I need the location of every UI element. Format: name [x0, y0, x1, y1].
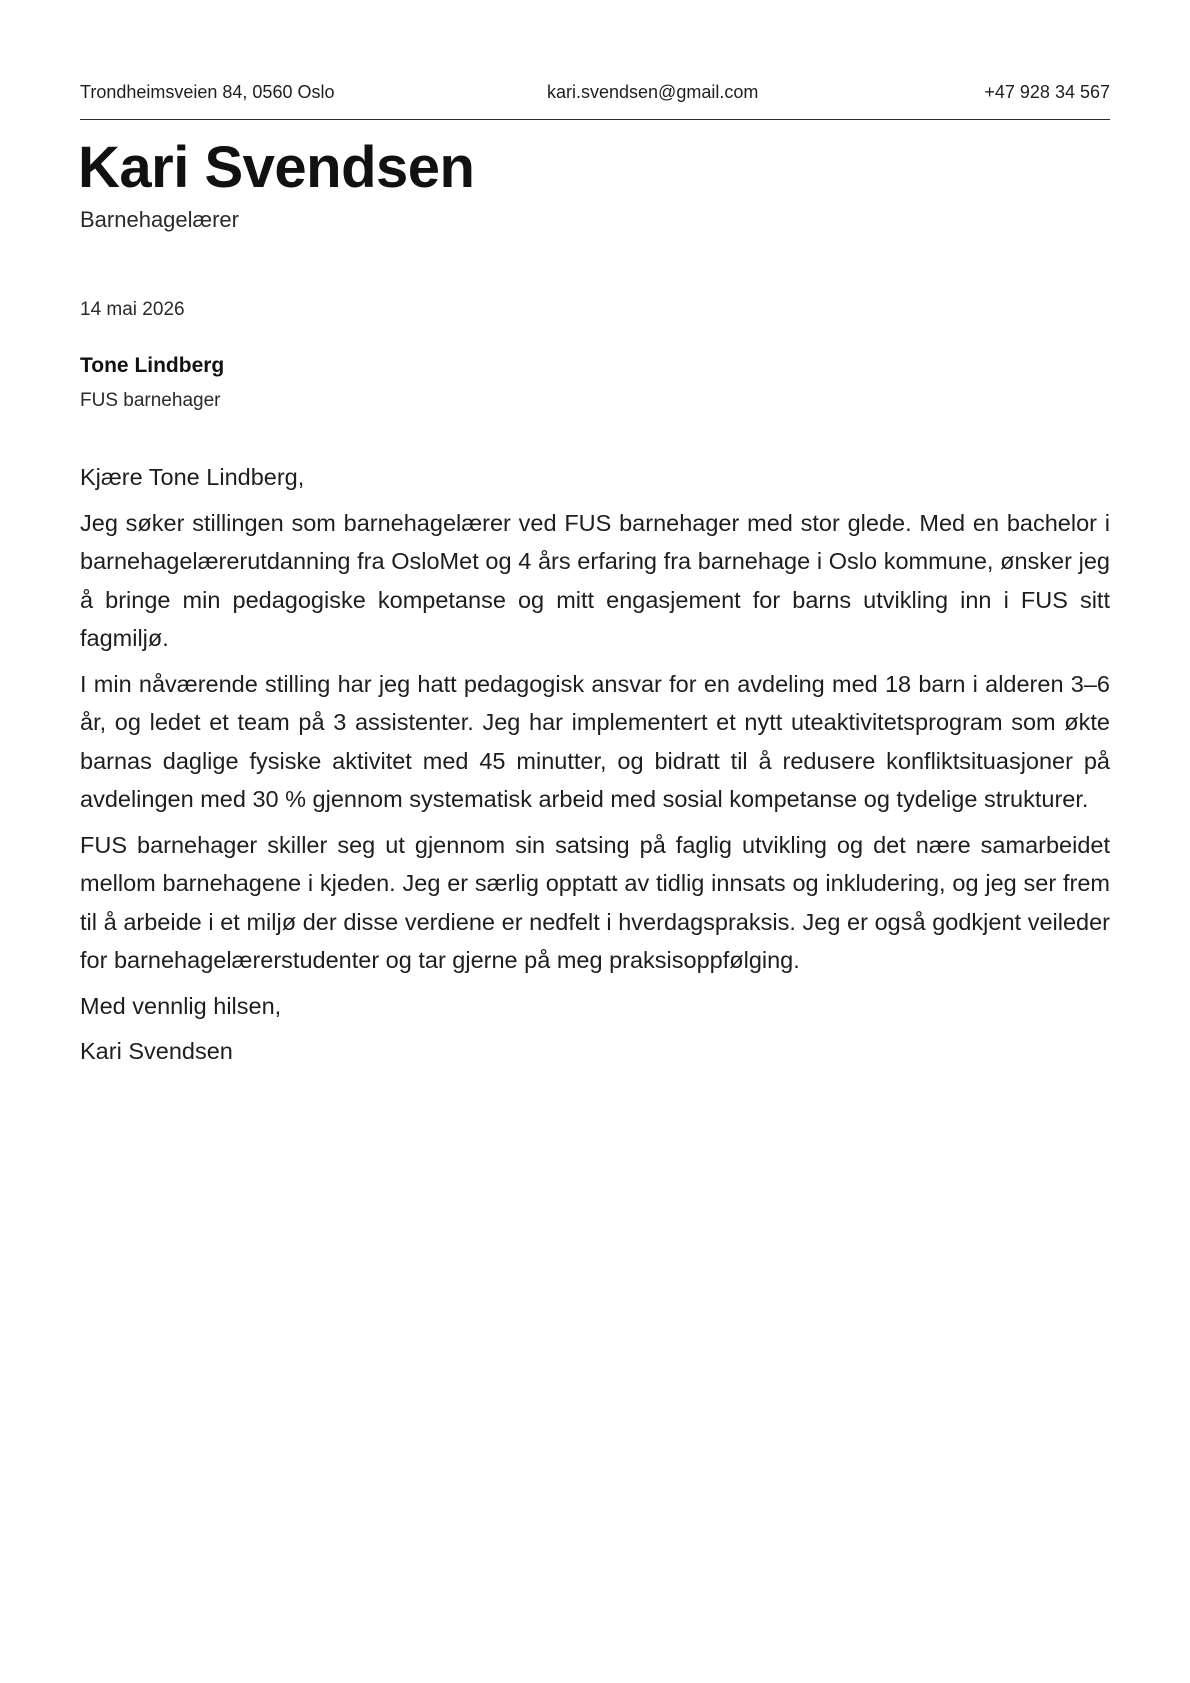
- letter-date: 14 mai 2026: [80, 299, 185, 320]
- letter-paragraph: I min nåværende stilling har jeg hatt pedagogisk ansvar for en avdeling med 18 barn i alderen 3–6 år, og ledet et team på 3 assistenter. Jeg har implementert et nytt uteaktivitetsprogram som økte barnas daglige fysiske aktivitet med 45 minutter, og bidratt til å redusere konfliktsituasjoner på avdelingen med 30 % gjennom systematisk arbeid med sosial kompetanse og tydelige strukturer.: [80, 670, 1110, 812]
- letter-signature: Kari Svendsen: [80, 1038, 233, 1064]
- letter-paragraph: FUS barnehager skiller seg ut gjennom sin satsing på faglig utvikling og det nære samarbeidet mellom barnehagene i kjeden. Jeg er særlig opptatt av tidlig innsats og inkludering, og jeg ser frem til å arbeide i et miljø der disse verdiene er nedfelt i hverdagspraksis. Jeg er også godkjent veileder for barnehagelærerstudenter og tar gjerne på meg praksisoppfølging.: [80, 831, 1110, 973]
- contact-email: kari.svendsen@gmail.com: [547, 81, 759, 102]
- recipient-organization: FUS barnehager: [80, 390, 221, 411]
- contact-phone: +47 928 34 567: [984, 81, 1110, 102]
- contact-address: Trondheimsveien 84, 0560 Oslo: [80, 81, 335, 102]
- letter-closing: Med vennlig hilsen,: [80, 992, 282, 1019]
- contact-bar: [80, 80, 1110, 104]
- header-divider: [80, 119, 1110, 120]
- recipient-name: Tone Lindberg: [80, 354, 225, 377]
- letter-paragraph: Jeg søker stillingen som barnehagelærer ved FUS barnehager med stor glede. Med en bachelor i barnehagelærerutdanning fra OsloMet og 4 års erfaring fra barnehage i Oslo kommune, ønsker jeg å bringe min pedagogiske kompetanse og mitt engasjement for barns utvikling inn i FUS sitt fagmiljø.: [80, 509, 1110, 651]
- sender-name: Kari Svendsen: [78, 135, 475, 200]
- letter-body: [80, 458, 1110, 1078]
- letter-salutation: Kjære Tone Lindberg,: [80, 464, 305, 490]
- sender-title: Barnehagelærer: [80, 207, 239, 232]
